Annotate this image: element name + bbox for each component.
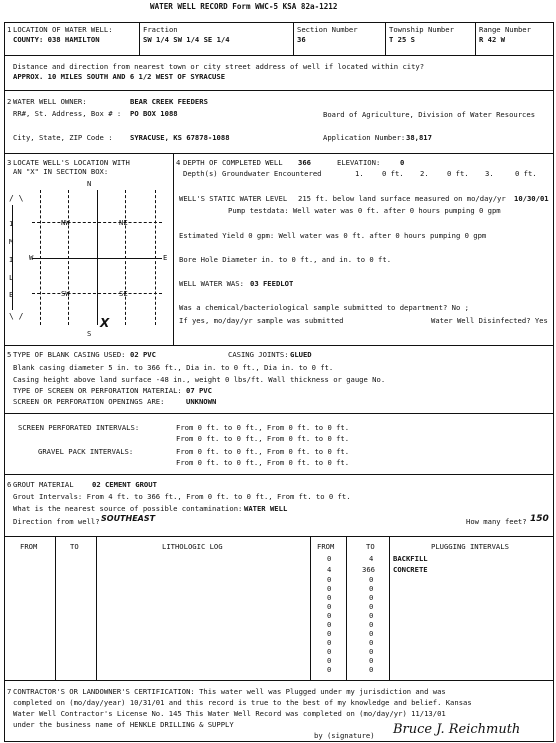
range-value: R 42 W [479,35,505,44]
groundwater-label: Depth(s) Groundwater Encountered [183,169,322,178]
signature: Bruce J. Reichmuth [393,722,521,737]
casing-type-value: 02 PVC [130,350,156,359]
depth-value: 366 [298,158,311,167]
certification-line-2: completed on (mo/day/year) 10/31/01 and this record is true to the best of my knowledge and belief. Kansas [13,698,472,707]
casing-height-line: Casing height above land surface -48 in., weight 0 lbs/ft. Wall thickness or gauge No. [13,375,386,384]
plug-from-cell: 0 [327,554,332,563]
direction-value: SOUTHEAST [101,514,156,523]
elevation-label: ELEVATION: [337,158,381,167]
section-5-number: 5 [7,350,12,359]
address-label: RR#, St. Address, Box # : [13,109,122,118]
section-4-number: 4 [176,158,181,167]
city-value: SYRACUSE, KS 67878-1088 [130,133,230,142]
gw-1-label: 1. [355,169,364,178]
plug-to-cell: 366 [362,565,375,574]
depth-label: DEPTH OF COMPLETED WELL [183,158,283,167]
application-label: Application Number: [323,133,406,142]
application-value: 38,817 [406,133,432,142]
plug-from-cell: 0 [327,638,332,647]
log-header-lithologic: LITHOLOGIC LOG [162,542,223,551]
plug-from-cell: 0 [327,656,332,665]
plug-to-cell: 0 [369,656,374,665]
section-7-number: 7 [7,687,12,696]
mile-letter: 1 [9,219,14,228]
plug-to-cell: 0 [369,602,374,611]
plug-from-cell: 0 [327,665,332,674]
bore-hole-line: Bore Hole Diameter in. to 0 ft., and in. to 0 ft. [179,255,392,264]
log-header-from: FROM [20,542,38,551]
township-label: Township Number [389,25,454,34]
gravel-interval-row: From 0 ft. to 0 ft., From 0 ft. to 0 ft. [176,447,350,456]
plug-from-cell: 0 [327,584,332,593]
board-label: Board of Agriculture, Division of Water Resources [323,110,536,119]
section-2-number: 2 [7,97,12,106]
log-header-plugging: PLUGGING INTERVALS [431,542,509,551]
location-label: LOCATION OF WATER WELL: [13,25,113,34]
fraction-label: Fraction [143,25,178,34]
screen-type-label: TYPE OF SCREEN OR PERFORATION MATERIAL: [13,386,182,395]
plug-from-cell: 0 [327,575,332,584]
plug-from-cell: 4 [327,565,332,574]
plug-to-cell: 0 [369,665,374,674]
screen-interval-row: From 0 ft. to 0 ft., From 0 ft. to 0 ft. [176,423,350,432]
grout-material-value: 02 CEMENT GROUT [92,480,157,489]
gw-3-label: 3. [485,169,494,178]
gw-1-value: 0 ft. [382,169,404,178]
section-1-number: 1 [7,25,12,34]
static-level-value: 215 ft. below land surface measured on mo/day/yr [298,194,506,203]
water-was-label: WELL WATER WAS: [179,279,244,288]
casing-joints-value: GLUED [290,350,312,359]
gw-2-value: 0 ft. [447,169,469,178]
gw-3-value: 0 ft. [515,169,537,178]
plug-to-cell: 0 [369,629,374,638]
plug-from-cell: 0 [327,647,332,656]
gravel-interval-row: From 0 ft. to 0 ft., From 0 ft. to 0 ft. [176,458,350,467]
screen-interval-row: From 0 ft. to 0 ft., From 0 ft. to 0 ft. [176,434,350,443]
plug-to-cell: 0 [369,620,374,629]
quadrant-se: SE [119,289,128,298]
plug-to-cell: 0 [369,647,374,656]
plug-from-cell: 0 [327,629,332,638]
section-number-label: Section Number [297,25,358,34]
log-header-plug-from: FROM [317,542,335,551]
plug-to-cell: 0 [369,638,374,647]
section-3-number: 3 [7,158,12,167]
gravel-pack-label: GRAVEL PACK INTERVALS: [38,447,134,456]
water-was-value: 03 FEEDLOT [250,279,294,288]
township-value: T 25 S [389,35,415,44]
grid-south-label: S [87,329,92,338]
contamination-value: WATER WELL [244,504,288,513]
plug-desc-cell: BACKFILL [393,554,428,563]
plug-from-cell: 0 [327,602,332,611]
plug-desc-cell: CONCRETE [393,565,428,574]
business-name-line: under the business name of HENKLE DRILLING & SUPPLY [13,720,234,729]
static-level-date: 10/30/01 [514,194,549,203]
locate-label-line-1: LOCATE WELL'S LOCATION WITH [13,158,130,167]
section-number-value: 36 [297,35,306,44]
log-header-plug-to: TO [366,542,375,551]
grid-north-label: N [87,179,92,188]
grout-material-label: GROUT MATERIAL [13,480,74,489]
how-many-feet-value: 150 [530,514,549,524]
estimated-yield-line: Estimated Yield 0 gpm: Well water was 0 ft. after 0 hours pumping 0 gpm [179,231,487,240]
plug-to-cell: 0 [369,593,374,602]
mile-letter: L [9,273,14,282]
plug-to-cell: 0 [369,584,374,593]
mile-letter: E [9,290,14,299]
contamination-label: What is the nearest source of possible contamination: [13,504,243,513]
grout-intervals-line: Grout Intervals: From 4 ft. to 366 ft., From 0 ft. to 0 ft., From ft. to 0 ft. [13,492,351,501]
plug-from-cell: 0 [327,611,332,620]
gw-2-label: 2. [420,169,429,178]
distance-label: Distance and direction from nearest town or city street address of well if located within city? [13,62,425,71]
screen-openings-label: SCREEN OR PERFORATION OPENINGS ARE: [13,397,165,406]
quadrant-nw: NW [61,218,70,227]
how-many-feet-label: How many feet? [466,517,527,526]
plug-to-cell: 4 [369,554,374,563]
screen-perforated-label: SCREEN PERFORATED INTERVALS: [18,423,140,432]
casing-type-label: TYPE OF BLANK CASING USED: [13,350,126,359]
quadrant-ne: NE [119,218,128,227]
well-location-x-mark: X [100,316,110,330]
distance-value: APPROX. 10 MILES SOUTH AND 6 1/2 WEST OF SYRACUSE [13,72,226,81]
owner-label: WATER WELL OWNER: [13,97,87,106]
elevation-value: 0 [400,158,405,167]
screen-openings-value: UNKNOWN [186,397,217,406]
grid-east-label: E [163,253,168,262]
signature-label: by (signature) [314,731,375,740]
certification-line-3: Water Well Contractor's License No. 145 This Water Well Record was completed on (mo/day/yr) 11/13/01 [13,709,446,718]
plug-to-cell: 0 [369,575,374,584]
plug-from-cell: 0 [327,593,332,602]
static-level-label: WELL'S STATIC WATER LEVEL [179,194,288,203]
form-title: WATER WELL RECORD Form WWC-5 KSA 82a-1212 [150,2,338,11]
casing-joints-label: CASING JOINTS: [228,350,289,359]
plug-from-cell: 0 [327,620,332,629]
city-label: City, State, ZIP Code : [13,133,113,142]
fraction-value: SW 1/4 SW 1/4 SE 1/4 [143,35,230,44]
disinfected-line: Water Well Disinfected? Yes [431,316,548,325]
mile-letter: I [9,255,14,264]
casing-diameter-line: Blank casing diameter 5 in. to 366 ft., Dia in. to 0 ft., Dia in. to 0 ft. [13,363,334,372]
plug-to-cell: 0 [369,611,374,620]
quadrant-sw: SW [61,289,70,298]
certification-line-1: CONTRACTOR'S OR LANDOWNER'S CERTIFICATION: This water well was Plugged under my jurisdiction and was [13,687,446,696]
mile-letter: M [9,237,14,246]
section-6-number: 6 [7,480,12,489]
grid-west-label: W [29,253,34,262]
range-label: Range Number [479,25,531,34]
owner-value: BEAR CREEK FEEDERS [130,97,208,106]
direction-label: Direction from well? [13,517,100,526]
log-header-to: TO [70,542,79,551]
sample-date-line: If yes, mo/day/yr sample was submitted [179,316,344,325]
chemical-sample-line: Was a chemical/bacteriological sample submitted to department? No ; [179,303,469,312]
address-value: PO BOX 1088 [130,109,178,118]
pump-test-line: Pump testdata: Well water was 0 ft. after 0 hours pumping 0 gpm [228,206,501,215]
county-value: COUNTY: 038 HAMILTON [13,35,100,44]
screen-type-value: 07 PVC [186,386,212,395]
locate-label-line-2: AN "X" IN SECTION BOX: [13,167,109,176]
